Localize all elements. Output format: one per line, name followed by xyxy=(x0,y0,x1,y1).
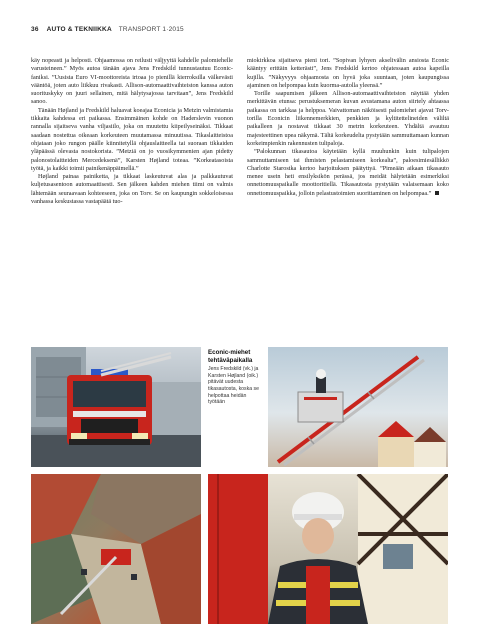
caption-title: Econic-miehet tehtäväpaikalla xyxy=(208,349,253,364)
article-paragraph: miokirkkoa sijaitseva pieni tori. ”Sopivan lyhyen akselivälin ansiosta Econic kääntyy erittäin ketterästi”, Jens Fredskild kertoo ohjatessaan autoa kapeilla kujilla. ”Näkyvyys ohjaamosta on hyvä joka suuntaan, joten kaupungissa ajaminen on helpompaa kuin kuorma-autolla yleensä.” xyxy=(247,57,449,89)
fire-truck-photo xyxy=(31,347,201,467)
page-number: 36 xyxy=(31,26,39,33)
end-mark-icon xyxy=(435,191,439,195)
photo-caption xyxy=(208,349,264,406)
article-paragraph-last xyxy=(247,148,449,198)
magazine-name: AUTO & TEKNIIKKA xyxy=(46,26,112,33)
page-header xyxy=(31,26,184,33)
article-paragraph: Tänään Højland ja Fredskild haluavat koeajaa Econicia ja Metzin valmistamia tikkaita kahdessa eri paikassa. Ensimmäinen kohde on Haderslevin vuonon rannalla sijaitseva vanha viljasiilo, joka on muutettu kiipeilyseinäksi. Tikkaat saadaan nostettua oikeaan korkeuteen muutamassa minuutissa. Tikaslaitteistoa ohjataan joko rungon päälle kiinnitetyllä ohjauslaitteella tai suoraan tikkaiden yläpäässä olevasta nostokorista. ”Metziä on jo vuosikymmenien ajan pidetty palonostolaitteiden Mercedeksenä”, Karsten Højland toteaa. ”Korkeatasoista työtä, ja kaikki toimii painikenäppäimellä.” xyxy=(31,106,233,172)
ladder-basket-photo xyxy=(268,347,448,467)
article-paragraph: Torille saapumisen jälkeen Allison-automaattivaihteiston näyttää yhden merkittävän etunsa: perustuksemeran kuvan avustamana auton siirtely ahtaassa paikassa on tarkkaa ja helppoa. Vaivattoman näköisesti palomiehet ajavat Torv-torilla Econicin liikennemerkkien, penkkien ja kyltitettelineiden väliltä paikalleen ja nostavat tikkaat 30 metrin korkeuteen. Yhdältä avautuu majesteettinen upea näkymä. Tältä korkeudelta pystytään sammuttamaan kunnan korkeimpienkin rakennusten tulipaloja. xyxy=(247,90,449,147)
firefighter-portrait-photo xyxy=(208,474,448,624)
article-paragraph: käy nopeasti ja helposti. Ohjaamossa on reilusti väljyyttä kahdelle palomiehelle varusteineen.” Myös autoa tänään ajava Jens Fredskild tunnustautuu Econic-faniksi. ”Uusista Euro VI-moottoreista irtoaa jo pienillä kierroksilla välkevästi vääntöä, joten auto liikkuu rivakasti. Allison-automaattivaihteiston kanssa auton suorituskyky on juuri sellainen, mitä hälytysajossa tarvitaan”, Jens Fredskild sanoo. xyxy=(31,57,233,106)
article-column-left xyxy=(31,57,233,320)
caption-text: Jens Fredskild (vk.) ja Karsten Højland (oik.) pitävät uudesta tikasautosta, koska se helpottaa heidän työtään xyxy=(208,366,260,406)
article-column-right xyxy=(247,57,449,320)
aerial-town-photo xyxy=(31,474,201,624)
article-paragraph-text: ”Palokunnan tikasautoa käytetään kyllä muuhunkin kuin tulipalojen sammuttamiseen tai ihmisten pelastamiseen korkealta”, paloesimiesällikkö Charlotte Starostka kertoo harjoituksen päätyttyä. ”Pimeään aikaan tikasauto menee usein heti ensilyksikön perässä, jos meidät hälytetään esimerkiksi onnettomuuspaikalle moottoritiellä. Tikasautosta pystytään valaisemaan koko onnettomuuspaikka, jolloin pelastustoimien suorittaminen on helpompaa.” xyxy=(247,148,449,197)
article-paragraph: Højland painaa painiketta, ja tikkaat laskeutuvat alas ja palkkautuvat kuljetusasentoon automaattisesti. Sen jälkeen kahden miehen tiimi on valmis lähtemään seuraavaan kohteeseen, joka on Torv. Se on kaupungin sokkeloisessa vanhassa keskustassa vastapäätä tuo- xyxy=(31,173,233,206)
issue-label: TRANSPORT 1·2015 xyxy=(118,26,184,33)
